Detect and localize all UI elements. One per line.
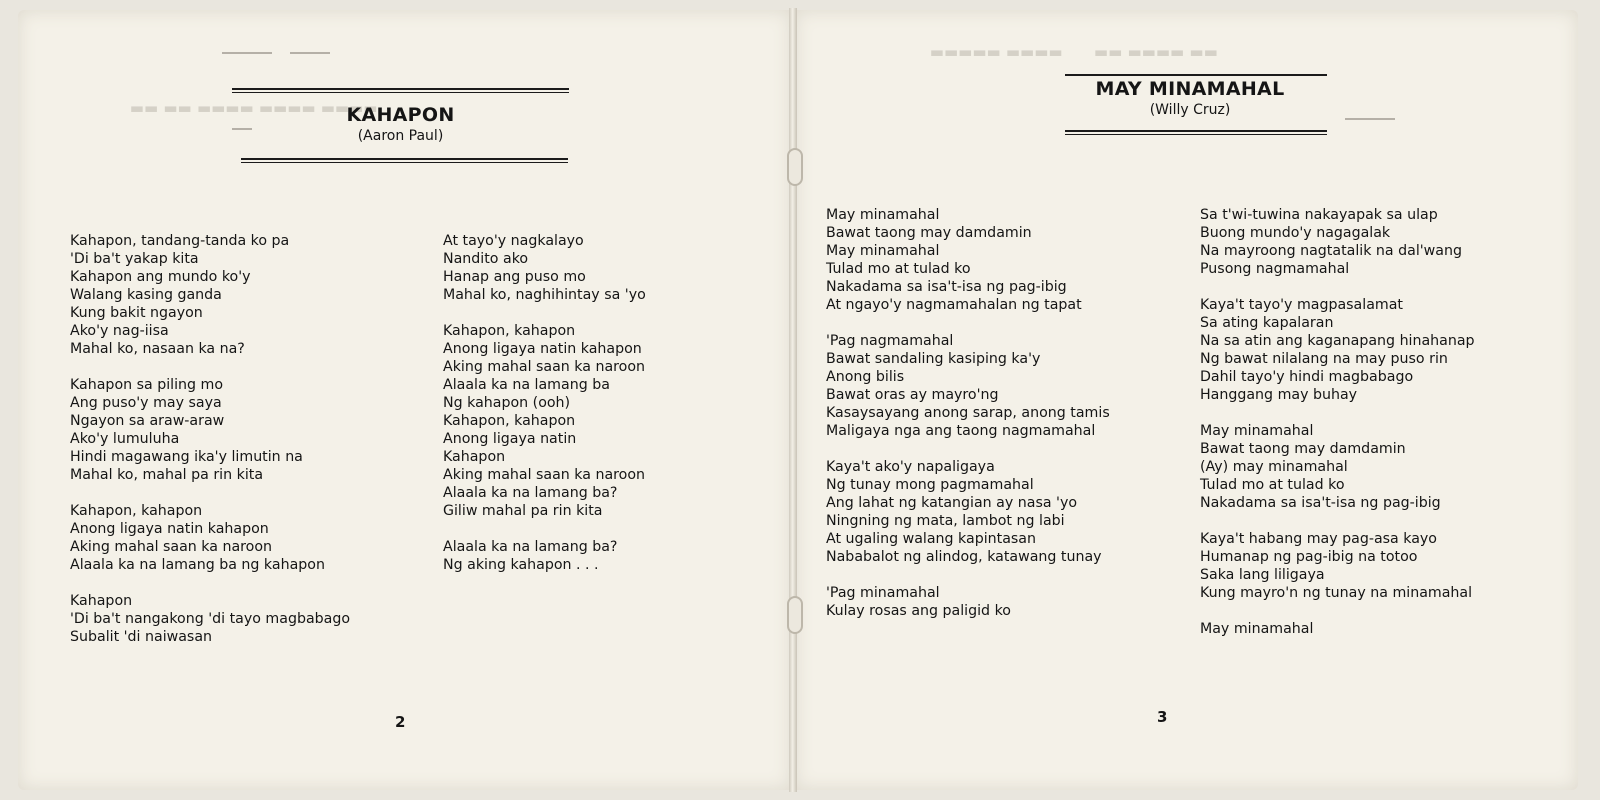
show-through-left: ▬▬▬▬ ▬▬▬▬ ▬▬▬▬ ▬▬ ▬▬: [130, 99, 378, 117]
lyric-line: At ngayo'y nagmamahalan ng tapat: [826, 297, 1082, 313]
lyric-line: Nababalot ng alindog, katawang tunay: [826, 549, 1102, 565]
title-rule-top: [232, 88, 569, 90]
lyric-line: Hanap ang puso mo: [443, 269, 586, 285]
lyric-line: Saka lang liligaya: [1200, 567, 1325, 583]
lyric-line: At ugaling walang kapintasan: [826, 531, 1036, 547]
song-author: (Aaron Paul): [357, 128, 444, 144]
lyric-line: May minamahal: [1200, 621, 1314, 637]
lyric-line: Kaya't ako'y napaligaya: [826, 459, 995, 475]
song-title: MAY MINAMAHAL: [1095, 78, 1285, 100]
lyric-line: Aking mahal saan ka naroon: [70, 539, 273, 555]
lyric-line: 'Di ba't nangakong 'di tayo magbabago: [70, 611, 351, 627]
lyric-line: Humanap ng pag-ibig na totoo: [1200, 549, 1418, 565]
lyric-line: Na sa atin ang kaganapang hinahanap: [1200, 333, 1475, 349]
lyric-line: Anong ligaya natin kahapon: [70, 521, 269, 537]
lyric-line: May minamahal: [1200, 423, 1314, 439]
lyric-line: At tayo'y nagkalayo: [443, 233, 584, 249]
song-title-block: [1040, 78, 1340, 118]
lyric-line: Buong mundo'y nagagalak: [1200, 225, 1391, 241]
lyrics-column-2: [443, 232, 646, 574]
lyric-line: Sa t'wi-tuwina nakayapak sa ulap: [1200, 207, 1438, 223]
lyric-line: Ng tunay mong pagmamahal: [826, 477, 1034, 493]
lyric-line: Ako'y lumuluha: [70, 431, 180, 447]
lyrics-column-1: [70, 232, 350, 646]
title-rule-bottom-thin: [241, 162, 568, 163]
lyric-line: Kahapon, tandang-tanda ko pa: [70, 233, 290, 249]
stanza-gap: [443, 304, 646, 322]
stanza-gap: [1200, 404, 1475, 422]
lyric-line: Bawat oras ay mayro'ng: [826, 387, 999, 403]
print-speck: [290, 52, 330, 54]
lyric-line: Nakadama sa isa't-isa ng pag-ibig: [1200, 495, 1441, 511]
stanza-gap: [1200, 602, 1475, 620]
lyric-line: Mahal ko, nasaan ka na?: [70, 341, 245, 357]
lyric-line: Alaala ka na lamang ba?: [443, 485, 618, 501]
song-author: (Willy Cruz): [1149, 102, 1231, 118]
lyric-line: Alaala ka na lamang ba?: [443, 539, 618, 555]
lyric-line: Ngayon sa araw-araw: [70, 413, 225, 429]
lyric-line: Kaya't habang may pag-asa kayo: [1200, 531, 1437, 547]
lyric-line: Tulad mo at tulad ko: [826, 261, 971, 277]
lyric-line: 'Pag minamahal: [826, 585, 940, 601]
stanza-gap: [1200, 512, 1475, 530]
stanza-gap: [70, 358, 350, 376]
lyric-line: Mahal ko, mahal pa rin kita: [70, 467, 264, 483]
lyric-line: Kung mayro'n ng tunay na minamahal: [1200, 585, 1473, 601]
lyric-line: Ang lahat ng katangian ay nasa 'yo: [826, 495, 1078, 511]
lyric-line: 'Di ba't yakap kita: [70, 251, 199, 267]
lyric-line: Alaala ka na lamang ba: [443, 377, 610, 393]
lyric-line: Subalit 'di naiwasan: [70, 629, 213, 645]
staple-top: [787, 148, 803, 186]
title-rule-bottom: [1065, 130, 1327, 132]
lyric-line: Aking mahal saan ka naroon: [443, 359, 646, 375]
lyric-line: Dahil tayo'y hindi magbabago: [1200, 369, 1414, 385]
print-speck: [222, 52, 272, 54]
stanza-gap: [70, 484, 350, 502]
lyrics-column-1: [826, 206, 1110, 620]
lyric-line: Maligaya nga ang taong nagmamahal: [826, 423, 1096, 439]
title-rule-bottom: [241, 158, 568, 160]
lyric-line: Ng kahapon (ooh): [443, 395, 571, 411]
lyric-line: Giliw mahal pa rin kita: [443, 503, 603, 519]
lyric-line: 'Pag nagmamahal: [826, 333, 954, 349]
lyric-line: Ang puso'y may saya: [70, 395, 222, 411]
lyrics-column-2: [1200, 206, 1475, 638]
stanza-gap: [826, 314, 1110, 332]
song-title-block: [232, 104, 569, 144]
lyric-line: Kahapon, kahapon: [443, 323, 576, 339]
lyric-line: Kahapon ang mundo ko'y: [70, 269, 251, 285]
lyric-line: Kung bakit ngayon: [70, 305, 203, 321]
song-title: KAHAPON: [346, 104, 455, 126]
lyric-line: Hindi magawang ika'y limutin na: [70, 449, 303, 465]
stanza-gap: [443, 520, 646, 538]
lyric-line: Walang kasing ganda: [70, 287, 222, 303]
title-rule-bottom-thin: [1065, 134, 1327, 135]
show-through-right: ▬▬ ▬▬▬▬ ▬▬ ▬▬▬▬ ▬▬▬▬▬: [930, 43, 1218, 61]
lyric-line: Ng aking kahapon . . .: [443, 557, 599, 573]
lyric-line: Kahapon: [70, 593, 133, 609]
lyric-line: Tulad mo at tulad ko: [1200, 477, 1345, 493]
lyric-line: Kasaysayang anong sarap, anong tamis: [826, 405, 1110, 421]
print-speck: [1345, 118, 1395, 120]
lyric-line: Bawat taong may damdamin: [826, 225, 1032, 241]
lyric-line: Ng bawat nilalang na may puso rin: [1200, 351, 1448, 367]
lyric-line: Kaya't tayo'y magpasalamat: [1200, 297, 1403, 313]
stanza-gap: [70, 574, 350, 592]
lyric-line: Bawat sandaling kasiping ka'y: [826, 351, 1041, 367]
lyric-line: (Ay) may minamahal: [1200, 459, 1348, 475]
lyric-line: Hanggang may buhay: [1200, 387, 1358, 403]
lyric-line: Kahapon sa piling mo: [70, 377, 224, 393]
lyric-line: Aking mahal saan ka naroon: [443, 467, 646, 483]
lyric-line: Na mayroong nagtatalik na dal'wang: [1200, 243, 1462, 259]
page-number: 2: [395, 713, 406, 731]
lyric-line: Anong bilis: [826, 369, 905, 385]
lyric-line: Bawat taong may damdamin: [1200, 441, 1406, 457]
lyric-line: Kahapon, kahapon: [443, 413, 576, 429]
book-spine: [789, 8, 797, 792]
lyric-line: Mahal ko, naghihintay sa 'yo: [443, 287, 646, 303]
stanza-gap: [826, 566, 1110, 584]
lyric-line: Ako'y nag-iisa: [70, 323, 169, 339]
lyric-line: Alaala ka na lamang ba ng kahapon: [70, 557, 325, 573]
page-number: 3: [1157, 708, 1168, 726]
lyric-line: May minamahal: [826, 243, 940, 259]
stanza-gap: [1200, 278, 1475, 296]
title-rule-top-thin: [232, 92, 569, 93]
staple-bottom: [787, 596, 803, 634]
lyric-line: Ningning ng mata, lambot ng labi: [826, 513, 1065, 529]
lyric-line: Nandito ako: [443, 251, 529, 267]
lyric-line: Anong ligaya natin: [443, 431, 577, 447]
lyric-line: Kahapon, kahapon: [70, 503, 203, 519]
lyric-line: Kulay rosas ang paligid ko: [826, 603, 1011, 619]
stanza-gap: [826, 440, 1110, 458]
lyric-line: Anong ligaya natin kahapon: [443, 341, 642, 357]
title-rule-top: [1065, 74, 1327, 76]
lyric-line: Pusong nagmamahal: [1200, 261, 1350, 277]
lyric-line: May minamahal: [826, 207, 940, 223]
lyric-line: Nakadama sa isa't-isa ng pag-ibig: [826, 279, 1067, 295]
lyric-line: Kahapon: [443, 449, 506, 465]
lyric-line: Sa ating kapalaran: [1200, 315, 1334, 331]
